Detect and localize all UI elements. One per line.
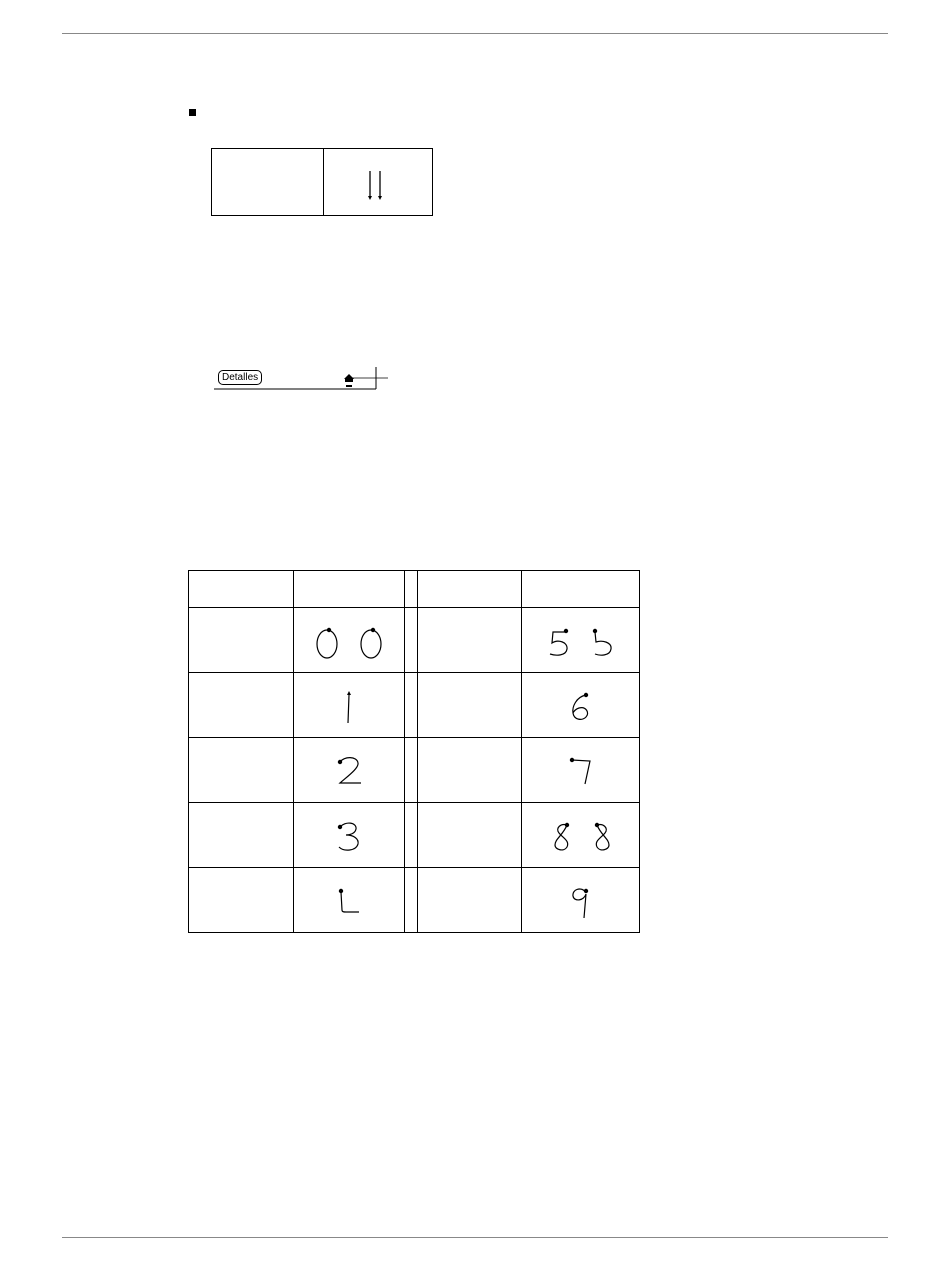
digit-label-cell	[418, 738, 522, 803]
graffiti-bar	[212, 364, 388, 392]
digit-4-stroke-icon	[294, 868, 404, 932]
digit-label-cell	[189, 738, 294, 803]
column-separator	[405, 738, 418, 803]
stroke-box-glyph-cell	[324, 149, 432, 215]
digit-label-cell	[189, 803, 294, 868]
digit-label-cell	[418, 608, 522, 673]
digit-6-stroke-icon	[522, 673, 639, 737]
header-rule	[62, 33, 888, 34]
header-cell	[294, 571, 405, 608]
digit-stroke-cell	[294, 673, 405, 738]
footer-rule	[62, 1237, 888, 1238]
table-row	[189, 803, 640, 868]
header-cell	[189, 571, 294, 608]
table-header-row	[189, 571, 640, 608]
digit-stroke-cell	[522, 868, 640, 933]
column-separator	[405, 868, 418, 933]
column-separator	[405, 571, 418, 608]
header-cell	[522, 571, 640, 608]
digit-2-stroke-icon	[294, 738, 404, 802]
digit-7-stroke-icon	[522, 738, 639, 802]
stroke-example-box	[211, 148, 433, 216]
digit-strokes-table	[188, 570, 640, 933]
details-button[interactable]: Detalles	[218, 370, 262, 385]
digit-0-stroke-icon	[294, 608, 404, 672]
digit-stroke-cell	[294, 608, 405, 673]
digit-stroke-cell	[522, 608, 640, 673]
digit-5-stroke-icon	[522, 608, 639, 672]
digit-stroke-cell	[522, 673, 640, 738]
table-row	[189, 608, 640, 673]
bullet-marker	[189, 109, 196, 116]
column-separator	[405, 803, 418, 868]
digit-label-cell	[189, 673, 294, 738]
digit-1-stroke-icon	[294, 673, 404, 737]
digit-stroke-cell	[294, 868, 405, 933]
column-separator	[405, 608, 418, 673]
digit-label-cell	[418, 868, 522, 933]
table-row	[189, 868, 640, 933]
digit-3-stroke-icon	[294, 803, 404, 867]
digit-stroke-cell	[522, 803, 640, 868]
digit-stroke-cell	[294, 803, 405, 868]
digit-label-cell	[189, 868, 294, 933]
header-cell	[418, 571, 522, 608]
graffiti-shift-arrow-icon	[212, 364, 388, 392]
two-vertical-down-strokes-icon	[324, 149, 432, 215]
table-row	[189, 738, 640, 803]
digit-stroke-cell	[294, 738, 405, 803]
table-row	[189, 673, 640, 738]
digit-8-stroke-icon	[522, 803, 639, 867]
digit-label-cell	[418, 673, 522, 738]
column-separator	[405, 673, 418, 738]
digit-label-cell	[189, 608, 294, 673]
digit-stroke-cell	[522, 738, 640, 803]
digit-9-stroke-icon	[522, 868, 639, 932]
stroke-box-label-cell	[212, 149, 324, 215]
digit-label-cell	[418, 803, 522, 868]
